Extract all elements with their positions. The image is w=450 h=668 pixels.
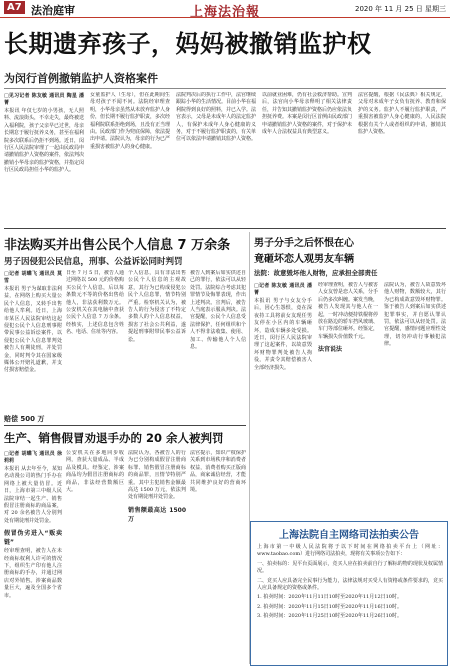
fake-goods-paragraph: 法官提示，知识产权保护关系到市场秩序和消费者权益，消费者购买正版商品，商家诚信经营，才能共同维护良好的营商环境。 xyxy=(190,450,246,494)
lead-headline: 长期遗弃孩子，妈妈被撤销监护权 xyxy=(4,30,372,58)
divider xyxy=(4,425,246,426)
privacy-column-4 xyxy=(190,270,246,410)
privacy-column-1 xyxy=(4,270,62,410)
lead-column-3 xyxy=(176,92,256,224)
privacy-paragraph: 个人信息，具有非法出售公民个人信息的主观故意，其行为已构成侵犯公民个人信息罪，情节特别严重。检察机关认为，被告人的行为侵害了不特定多数人的个人信息权益，损害了社会公共利益，遂提起刑事附带民事公益诉讼。 xyxy=(128,270,186,343)
notice-paragraph: 上海市第一中级人民法院将于以下时间在网络拍卖平台上（网址：www.taobao.com）进行网络司法拍卖，现将有关事项公告如下： xyxy=(257,544,443,558)
privacy-byline: □记者 胡蝶飞 通讯员 莫雪 xyxy=(4,271,62,284)
notice-paragraph: 1. 拍卖时间：2020年11月11日10时至2020年11月12日10时。 xyxy=(257,594,402,601)
fake-goods-paragraph: 经审理查明，被告人在未经商标权利人许可的情况下，组织生产印有他人注册商标的手办，并通过网店对外销售。涉案商品数量巨大，遍及全国多个省市。 xyxy=(4,548,62,599)
auction-notice-box xyxy=(250,521,448,666)
notice-paragraph: 2. 拍卖时间：2020年11月15日10时至2020年11月16日10时。 xyxy=(257,603,402,610)
lead-column-1 xyxy=(4,92,84,224)
fake-goods-column-3 xyxy=(128,450,186,664)
lead-paragraph: 法院判决后的执行工作中，法官继续跟踪小华的生活情况。目前小华在福利院得到良好的照料，并已入学。法官表示，父母是未成年人的法定监护人，有保护未成年人身心健康的义务，对于不履行监护职责的，有关单位可以依法申请撤销其监护人资格。 xyxy=(176,92,256,143)
notice-paragraph: 一、拍卖标的：见平台页面展示，竞买人应在拍卖前自行了解标的物的现状及权属情况。 xyxy=(257,560,443,575)
side-inner-heading: 法官说法 xyxy=(318,346,343,354)
side-paragraph: 本报讯 男子与女友分手后，因心生怨恨，竟在深夜持工具将前女友现任男友停在小区内的车辆砸坏，造成车辆多处受损。近日，闵行区人民法院审理了这起案件，以故意毁坏财物罪判处被告人拘役，并责令其赔偿被害人全部经济损失。 xyxy=(254,298,312,371)
fake-goods-paragraph: 法院认为，各被告人的行为已分别构成假冒注册商标罪、销售假冒注册商标的商品罪，且情节特别严重。其中主犯销售金额最高达 1500 万元，依法判处有期徒刑并处罚金。 xyxy=(128,450,186,501)
fake-goods-inner-heading: 假冒伪劣进入“贩卖链” xyxy=(4,530,62,547)
privacy-paragraph: 被告人到案后如实供述自己的罪行，依法可以从轻处罚。法院综合考虑其犯罪情节及悔罪表现，作出上述判决。宣判后，被告人当庭表示服从判决。法官提醒，公民个人信息受法律保护，任何组织和个人不得非法收集、使用、加工、传输他人个人信息。 xyxy=(190,270,246,351)
fake-goods-column-4 xyxy=(190,450,246,664)
privacy-column-2 xyxy=(66,270,124,410)
lead-byline: □见习记者 陈友敏 通讯员 陶星 潘菁 xyxy=(4,93,84,106)
privacy-paragraph: 本报讯 男子为谋取非法利益，在网络上购买大量公民个人信息，又转手出售给他人牟利。近日，上海市某区人民法院审结这起侵犯公民个人信息刑事附带民事公益诉讼案件，以侵犯公民个人信息罪判处被告人有期徒刑，并处罚金，同时判令其在国家级媒体公开赔礼道歉，并支付损害赔偿金。 xyxy=(4,286,62,374)
lead-column-2 xyxy=(90,92,170,224)
fake-goods-byline: □记者 胡蝶飞 通讯员 徐莉莉 xyxy=(4,451,62,464)
privacy-headline: 非法购买并出售公民个人信息 7 万余条 xyxy=(4,238,231,253)
side-byline: □记者 陈友敏 通讯员 潘菁 xyxy=(254,283,312,296)
section-title: 法治庭审 xyxy=(31,4,75,17)
side-column-3 xyxy=(384,282,446,514)
privacy-column-3 xyxy=(128,270,186,410)
fake-goods-headline: 生产、销售假冒劝退手办的 20 余人被判罚 xyxy=(4,431,224,445)
privacy-paragraph: 日至 7 月 5 日，被告人通过网络以 500 元的价格购买公民个人信息，后以每条数元不等的价格出售给他人，非法获利数万元。公安机关在其电脑中查获公民个人信息 7 万余条。经核实，上述信息包含姓名、电话、住址等内容。 xyxy=(66,270,124,336)
lead-column-4 xyxy=(262,92,352,224)
privacy-subheadline: 男子因侵犯公民信息，刑事、公益诉讼同时判罚 xyxy=(4,257,183,267)
side-headline-line-2: 竟砸坏恋人观男友车辆 xyxy=(254,254,354,265)
fake-goods-inner-heading: 销售额最高达 1500 万 xyxy=(128,506,186,523)
fake-goods-column-1 xyxy=(4,450,62,664)
notice-paragraph: 二、竞买人应具备完全民事行为能力，法律法规对买受人有资格或条件要求的，竞买人应具备规定的资格或条件。 xyxy=(257,577,443,592)
side-paragraph: 经审理查明，被告人与被害人女友曾是恋人关系，分手后仍多次纠缠。案发当晚，被告人发现其与他人在一起，一时冲动便持铁棍将停放在路边的轿车挡风玻璃、车门等部位砸坏。经鉴定，车辆损失价值数千元。 xyxy=(318,282,378,340)
fake-goods-paragraph: 公安机关在多地同步收网，查获大量成品、半成品及模具。经鉴定，涉案商品均为假冒注册商标的商品，非法经营数额巨大。 xyxy=(66,450,124,494)
side-column-1 xyxy=(254,282,312,514)
side-column-2 xyxy=(318,282,378,514)
lead-paragraph: 本报讯 年仅七岁的小男孩，无人照料、流浪街头，不幸走失，最终被送入福利院，孩子父亲早已过世，母亲长期怠于履行抚养义务，甚至在福利院多次联系后仍拒不到场。近日，闵行区人民法院审理了一起由民政局申请撤销监护人资格的案件，依法判决撤销小华母亲的监护资格，并指定闵行区民政局担任小华的监护人。 xyxy=(4,108,84,174)
auction-notice-body xyxy=(257,544,443,623)
masthead-logo: 上海法治報 xyxy=(190,5,261,20)
fake-goods-paragraph: 本报讯 从去年至今，某知名动漫公司的热门手办在网络上被大量仿冒。近日，上海市第三中级人民法院审结一起生产、销售假冒注册商标的商品案，对 20 余名被告人分别判处有期徒刑并处罚金。 xyxy=(4,466,62,524)
page-header xyxy=(0,0,450,18)
lead-paragraph: 女童监护人（生母），但在此期间生母对孩子不闻不问。法院经审理查明，小华母亲虽然从未放弃监护人身份，但长期不履行监护职责，多次经福利院联系拒绝到场，且没有正当理由。民政部门作为兜底保障，依法提出申请。法院认为，母亲的行为已严重损害被监护人的身心健康。 xyxy=(90,92,170,150)
auction-notice-title: 上海法院自主网络司法拍卖公告 xyxy=(279,530,419,541)
side-headline-line-1: 男子分手之后怀恨在心 xyxy=(254,238,354,249)
lead-paragraph: 法官提醒，根据《民法典》相关规定，父母对未成年子女负有抚养、教育和保护的义务。监护人不履行监护职责，严重损害被监护人身心健康的，人民法院根据有关个人或者组织的申请，撤销其监护人资格。 xyxy=(358,92,446,136)
notice-paragraph: 3. 拍卖时间：2020年11月25日10时至2020年11月26日10时。 xyxy=(257,613,402,620)
fake-goods-column-2 xyxy=(66,450,124,664)
date-line: 2020 年 11 月 25 日 星期三 xyxy=(355,5,446,13)
lead-subheadline: 为闵行首例撤销监护人资格案件 xyxy=(4,72,158,85)
privacy-inner-heading: 赔偿 500 万 xyxy=(4,415,45,423)
lead-paragraph: 以前就业困难，仍有社会救济帮助。宣判后，法官向小华母亲释明了相关法律责任，并告知其撤销监护资格后仍应依法负担抚养费。本案是闵行区首例由民政部门申请撤销监护人资格的案件，对于保护未成年人合法权益具有典型意义。 xyxy=(262,92,352,136)
page-number: A7 xyxy=(4,1,25,14)
side-subheadline: 法院：故意毁坏他人财物，应承担全部责任 xyxy=(254,269,378,277)
divider xyxy=(4,228,446,229)
side-paragraph: 法院认为，被告人故意毁坏他人财物，数额较大，其行为已构成故意毁坏财物罪。鉴于被告人到案后如实供述犯罪事实，并自愿认罪认罚，依法可以从轻处罚。法官提醒，感情问题应理性处理，切勿冲动行事触犯法律。 xyxy=(384,282,446,348)
divider xyxy=(4,88,446,89)
lead-column-5 xyxy=(358,92,446,224)
